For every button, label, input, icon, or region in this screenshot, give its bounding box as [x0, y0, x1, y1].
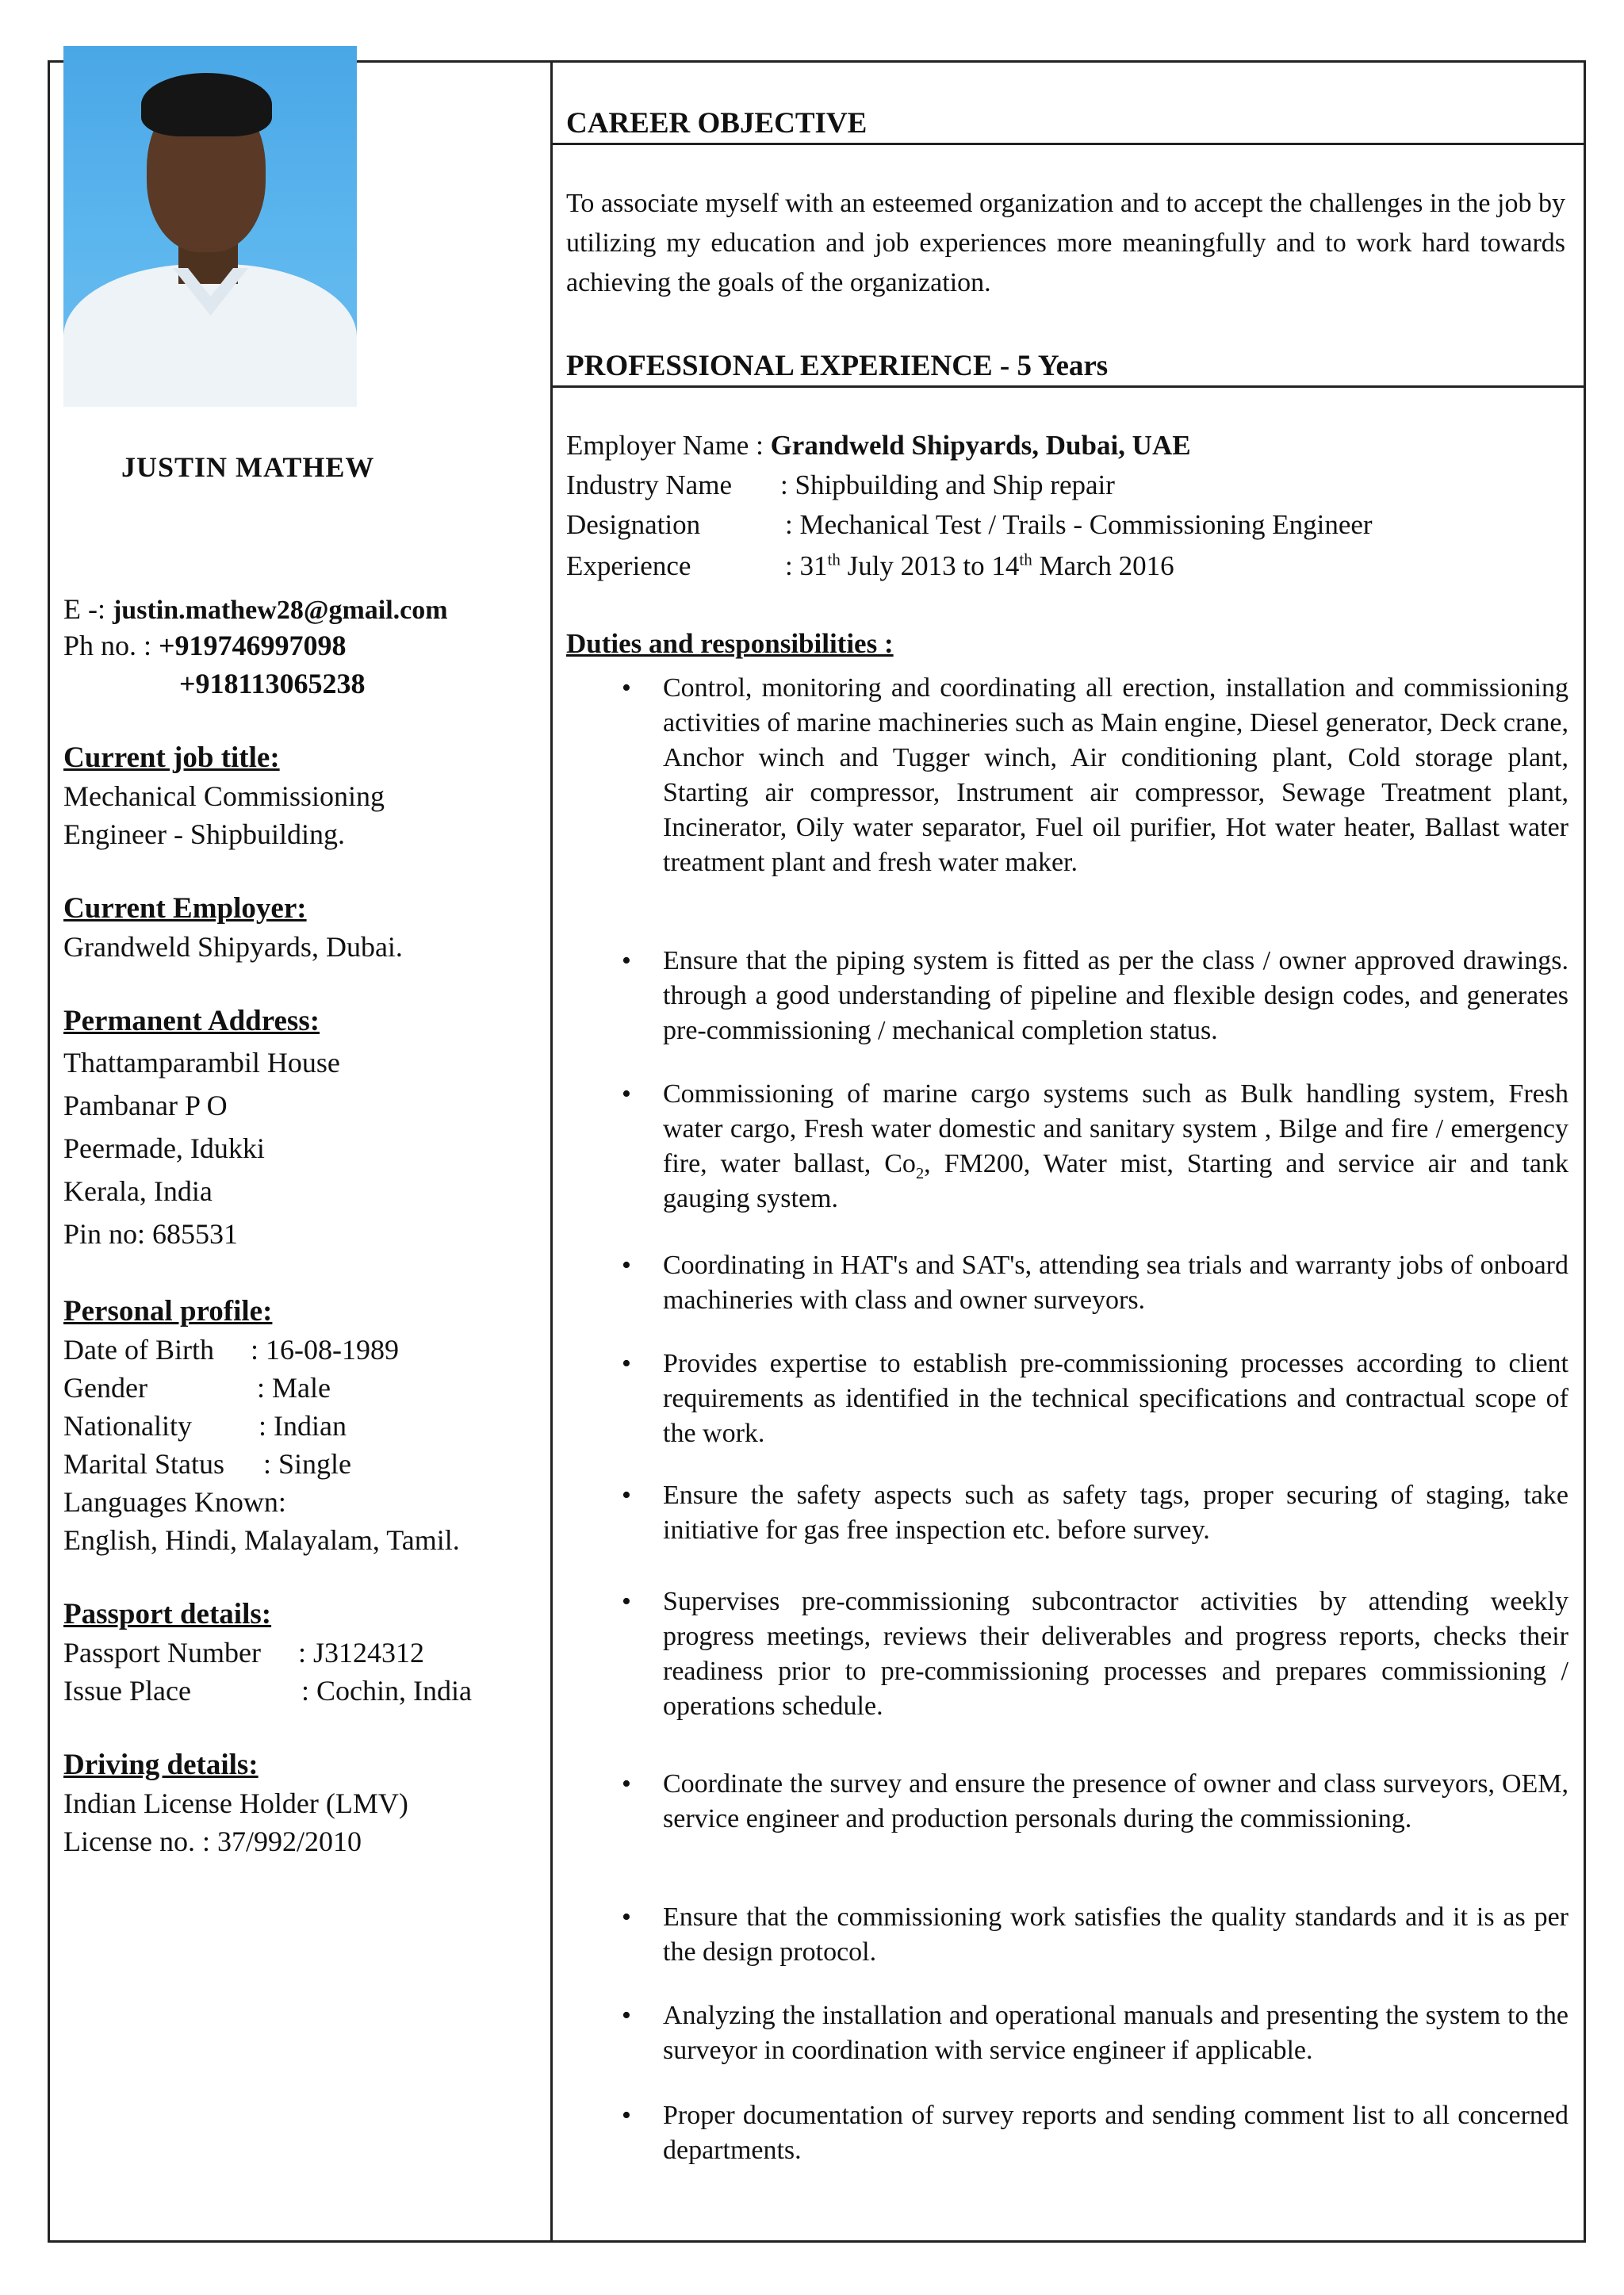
duty-item: • Proper documentation of survey reports and sending comment list to all concerned departments. [663, 2098, 1568, 2168]
current-employer-heading: Current Employer: [63, 892, 307, 925]
duty-item: • Coordinating in HAT's and SAT's, attending sea trials and warranty jobs of onboard machineries with class and owner surveyors. [663, 1248, 1568, 1318]
email-line [63, 592, 448, 628]
duty-item: • Supervises pre-commissioning subcontractor activities by attending weekly progress meetings, reviews their deliverables and progress reports, checks their readiness prior to pre-commissioning processes and prepares commissioning / operations schedule. [663, 1584, 1568, 1724]
personal-row: Nationality : Indian [63, 1410, 347, 1442]
duty-item: • Coordinate the survey and ensure the presence of owner and class surveyors, OEM, service engineer and production personals during the commissioning. [663, 1767, 1568, 1837]
personal-row: Marital Status : Single [63, 1448, 352, 1480]
passport-place-row: Issue Place : Cochin, India [63, 1675, 472, 1707]
candidate-name: JUSTIN MATHEW [121, 451, 375, 483]
address-line: Thattamparambil House [63, 1047, 340, 1079]
duty-item: • Analyzing the installation and operational manuals and presenting the system to the surveyor in coordination with service engineer if applicable. [663, 1998, 1568, 2068]
driving-line2: License no. : 37/992/2010 [63, 1826, 362, 1857]
section-rule [553, 143, 1586, 145]
duty-item: • Ensure that the piping system is fitted as per the class / owner approved drawings. through a good understanding of pipeline and flexible design codes, and generates pre-commissioning / mechanical completion status. [663, 944, 1568, 1048]
address-heading: Permanent Address: [63, 1005, 320, 1037]
duty-item: • Control, monitoring and coordinating all erection, installation and commissioning activities of marine machineries such as Main engine, Diesel generator, Deck crane, Anchor winch and Tugger winch, Air conditioning plant, Cold storage plant, Starting air compressor, Instrument air compressor, Sewage Treatment plant, Incinerator, Oily water separator, Fuel oil purifier, Hot water heater, Ballast water treatment plant and fresh water maker. [663, 671, 1568, 880]
career-objective-text: To associate myself with an esteemed organization and to accept the challenges in the job by utilizing my education and job experiences more meaningfully and to work hard towards achieving the goals of the organization. [566, 189, 1565, 297]
address-line: Peermade, Idukki [63, 1132, 265, 1164]
career-objective-heading: CAREER OBJECTIVE [566, 107, 868, 140]
current-job-line1: Mechanical Commissioning [63, 780, 385, 812]
duty-item: • Commissioning of marine cargo systems such as Bulk handling system, Fresh water cargo, Fresh water domestic and sanitary system , Bilge and fire / emergency fire, water ballast, $Co_2$, FM200, Water mist, Starting and service air and tank gauging system. [663, 1077, 1568, 1216]
address-line: Kerala, India [63, 1175, 213, 1207]
personal-row: Gender : Male [63, 1372, 331, 1404]
section-rule [553, 385, 1586, 388]
designation-row: Designation : Mechanical Test / Trails - Commissioning Engineer [566, 509, 1373, 540]
experience-row: Experience : 31th July 2013 to 14th March 2016 [566, 550, 1174, 581]
phone-primary[interactable]: +919746997098 [159, 630, 347, 661]
duties-heading: Duties and responsibilities : [566, 628, 894, 659]
duty-item: • Ensure the safety aspects such as safety tags, proper securing of staging, take initiative for gas free inspection etc. before survey. [663, 1478, 1568, 1548]
email-label: E -: [63, 593, 113, 625]
phone-label: Ph no. : [63, 630, 159, 661]
personal-row: Date of Birth : 16-08-1989 [63, 1334, 399, 1366]
languages-label: Languages Known: [63, 1486, 286, 1518]
duty-item: • Provides expertise to establish pre-commissioning processes according to client requirements as identified in the technical specifications and contractual scope of the work. [663, 1347, 1568, 1451]
phone-line [63, 628, 347, 663]
current-employer-line: Grandweld Shipyards, Dubai. [63, 931, 403, 963]
experience-heading: PROFESSIONAL EXPERIENCE - 5 Years [566, 350, 1109, 382]
personal-heading: Personal profile: [63, 1295, 273, 1328]
duty-item: • Ensure that the commissioning work satisfies the quality standards and it is as per the design protocol. [663, 1900, 1568, 1970]
address-line: Pin no: 685531 [63, 1218, 239, 1250]
driving-heading: Driving details: [63, 1749, 259, 1781]
phone-secondary[interactable]: +918113065238 [179, 668, 366, 699]
email-value[interactable]: justin.mathew28@gmail.com [112, 596, 448, 625]
languages-value: English, Hindi, Malayalam, Tamil. [63, 1524, 460, 1556]
driving-line1: Indian License Holder (LMV) [63, 1787, 408, 1819]
passport-number-row: Passport Number : J3124312 [63, 1637, 425, 1669]
industry-row: Industry Name : Shipbuilding and Ship repair [566, 469, 1115, 500]
passport-heading: Passport details: [63, 1598, 272, 1630]
current-job-line2: Engineer - Shipbuilding. [63, 818, 345, 850]
employer-row: Employer Name : Grandweld Shipyards, Dubai, UAE [566, 430, 1191, 461]
current-job-heading: Current job title: [63, 741, 280, 774]
address-line: Pambanar P O [63, 1090, 228, 1121]
profile-photo [63, 46, 357, 407]
employer-value: Grandweld Shipyards, Dubai, UAE [770, 430, 1191, 461]
